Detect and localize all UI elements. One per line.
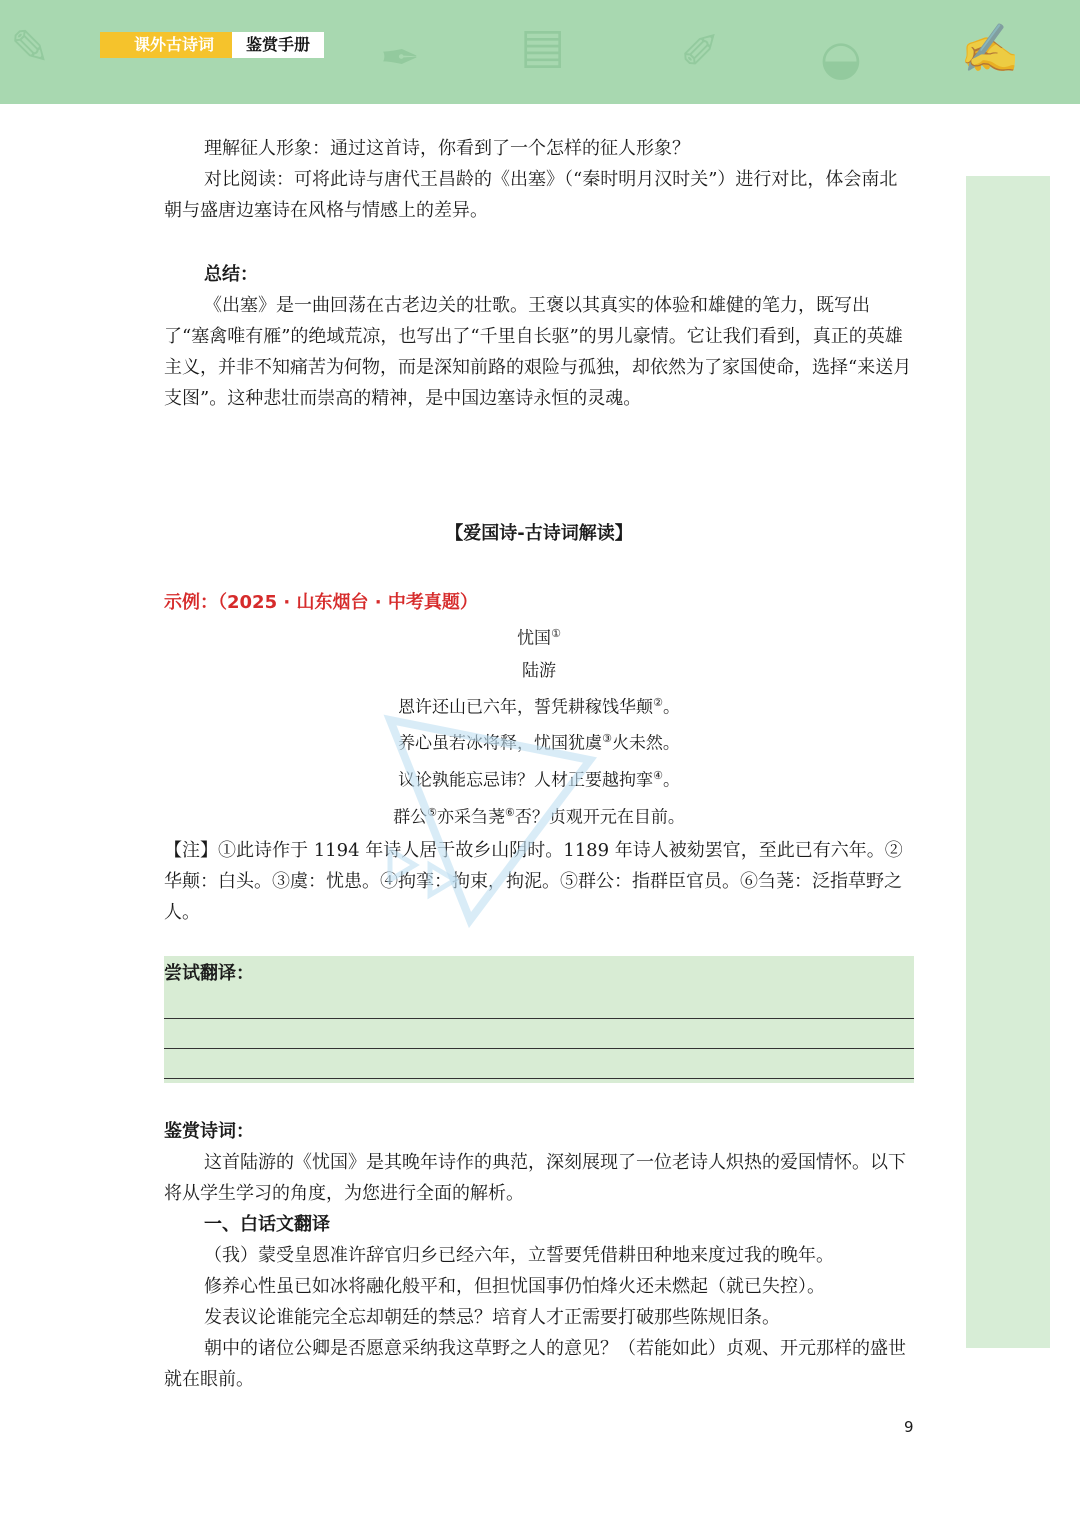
badge-handbook: 鉴赏手册 (232, 32, 324, 58)
example-label: 示例：（2025 · 山东烟台 · 中考真题） (164, 592, 478, 613)
intro-line-1: 理解征人形象：通过这首诗，你看到了一个怎样的征人形象？ (204, 138, 690, 159)
side-margin-panel (966, 176, 1050, 1348)
translation-line-4: 朝中的诸位公卿是否愿意采纳我这草野之人的意见？（若能如此）贞观、开元那样的盛世就在眼前。 (164, 1338, 906, 1391)
answer-line[interactable] (164, 1019, 914, 1049)
intro-line-2: 对比阅读：可将此诗与唐代王昌龄的《出塞》（“秦时明月汉时关”）进行对比，体会南北朝与盛唐边塞诗在风格与情感上的差异。 (164, 169, 898, 221)
header-banner (0, 0, 1080, 104)
annotation-note: 【注】①此诗作于 1194 年诗人居于故乡山阴时。1189 年诗人被劾罢官，至此已有六年。②华颠：白头。③虞：忧患。④拘挛：拘束，拘泥。⑤群公：指群臣官员。⑥刍荛：泛指草野之人。 (164, 840, 903, 924)
summary-heading: 总结： (204, 264, 258, 285)
scroll-icon: ✍ (960, 21, 1020, 77)
badge-category: 课外古诗词 (100, 32, 232, 58)
fan-icon: ◒ (820, 30, 862, 86)
poem (164, 618, 914, 833)
book-icon: ▤ (520, 18, 566, 74)
poem-line: 恩许还山已六年，誓凭耕稼饯华颠②。 (398, 695, 680, 718)
translation-line-3: 发表议论谁能完全忘却朝廷的禁忌？培育人才正需要打破那些陈规旧条。 (204, 1307, 780, 1329)
poem-author: 陆游 (522, 660, 556, 681)
summary-text: 《出塞》是一曲回荡在古老边关的壮歌。王褒以其真实的体验和雄健的笔力，既写出了“塞禽唯有雁”的绝域荒凉，也写出了“千里自长驱”的男儿豪情。它让我们看到，真正的英雄主义，并非不知痛苦为何物，而是深知前路的艰险与孤独，却依然为了家国使命，选择“来送月支图”。这种悲壮而崇高的精神，是中国边塞诗永恒的灵魂。 (164, 295, 912, 409)
main-content (164, 133, 914, 1395)
page-number: 9 (904, 1418, 914, 1436)
section-badge (100, 32, 324, 58)
translation-practice-box (164, 956, 914, 1083)
section-title: 【爱国诗-古诗词解读】 (445, 523, 633, 544)
poem-line: 群公⑤亦采刍荛⑥否？贞观开元在目前。 (393, 805, 685, 828)
poem-line: 议论孰能忘忌讳？人材正要越拘挛④。 (398, 768, 680, 791)
poem-title: 忧国① (517, 627, 561, 649)
poem-line: 养心虽若冰将释，忧国犹虞③火未然。 (398, 732, 680, 754)
answer-line[interactable] (164, 989, 914, 1019)
brush-icon: ✎ (10, 20, 51, 76)
practice-label: 尝试翻译： (164, 963, 254, 985)
answer-line[interactable] (164, 1049, 914, 1079)
pen-icon: ✐ (680, 24, 721, 80)
appreciation-heading: 鉴赏诗词： (164, 1121, 254, 1143)
ink-icon: ✒ (380, 30, 421, 86)
appreciation-intro: 这首陆游的《忧国》是其晚年诗作的典范，深刻展现了一位老诗人炽热的爱国情怀。以下将从学生学习的角度，为您进行全面的解析。 (164, 1152, 906, 1205)
translation-line-1: （我）蒙受皇恩准许辞官归乡已经六年，立誓要凭借耕田种地来度过我的晚年。 (204, 1245, 834, 1267)
translation-line-2: 修养心性虽已如冰将融化般平和，但担忧国事仍怕烽火还未燃起（就已失控）。 (204, 1276, 825, 1298)
appreciation-subheading: 一、白话文翻译 (204, 1214, 330, 1236)
